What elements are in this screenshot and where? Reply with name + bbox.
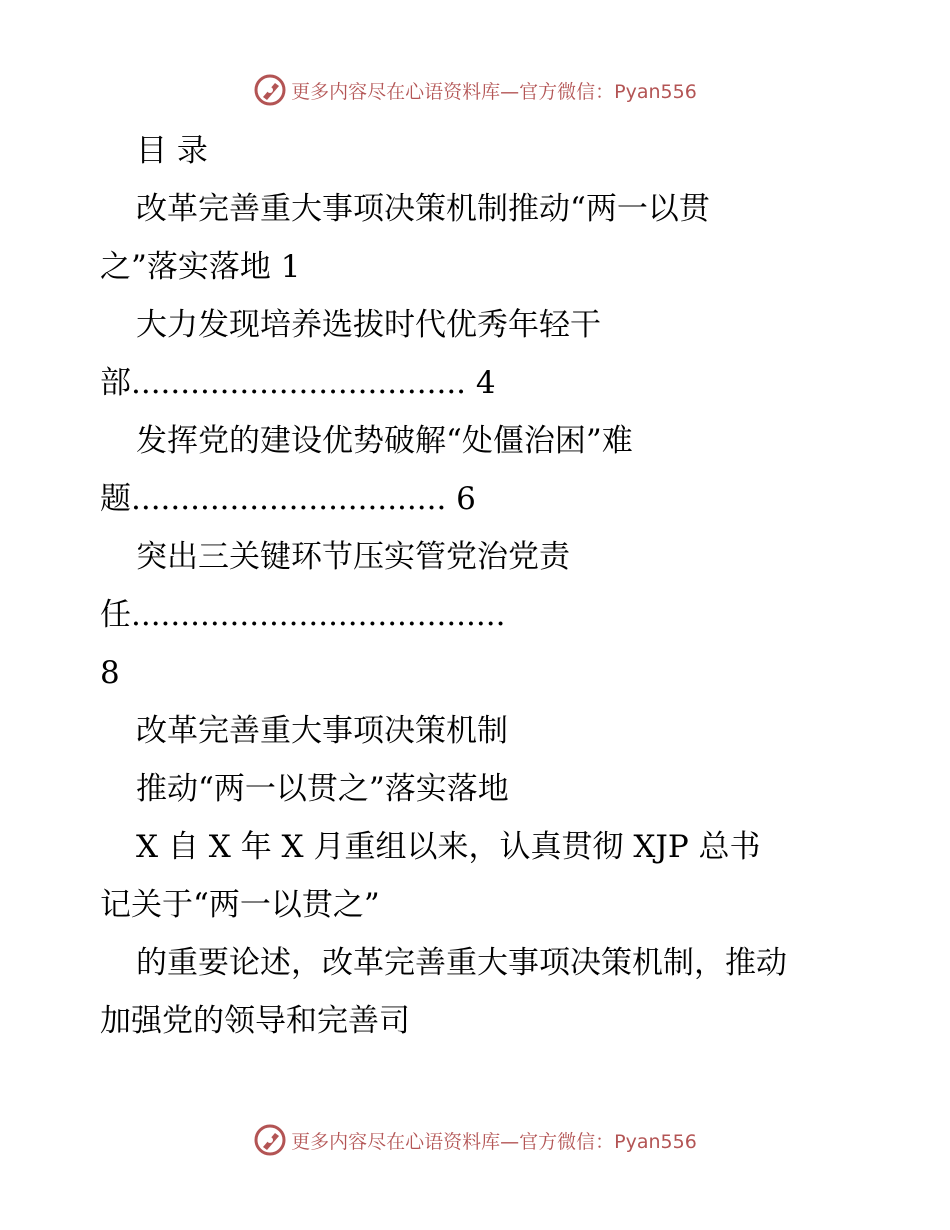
section-title-line-2: 推动“两一以贯之”落实落地 [136, 771, 509, 807]
body-paragraph-1-line-2: 记关于“两一以贯之” [100, 887, 380, 923]
toc-entry-4-line-1: 突出三关键环节压实管党治党责 [136, 539, 570, 575]
toc-entry-1-line-1: 改革完善重大事项决策机制推动“两一以贯 [136, 191, 710, 227]
toc-entry-2-line-2: 部.................................. 4 [100, 365, 496, 401]
watermark-text: 更多内容尽在心语资料库—官方微信：Pyan556 [291, 80, 697, 103]
pen-logo-icon [253, 73, 287, 107]
watermark-text: 更多内容尽在心语资料库—官方微信：Pyan556 [291, 1130, 697, 1153]
pen-logo-icon [253, 1123, 287, 1157]
section-title-line-1: 改革完善重大事项决策机制 [136, 713, 508, 749]
toc-entry-4-line-2: 任...................................... [100, 597, 506, 633]
body-paragraph-2-line-2: 加强党的领导和完善司 [100, 1003, 410, 1039]
toc-entry-4-page: 8 [100, 655, 120, 691]
body-paragraph-1-line-1: X 自 X 年 X 月重组以来，认真贯彻 XJP 总书 [136, 829, 761, 865]
document-body [100, 122, 860, 1050]
toc-title: 目 录 [136, 133, 208, 169]
toc-entry-1-line-2: 之”落实落地 1 [100, 249, 301, 285]
toc-entry-2-line-1: 大力发现培养选拔时代优秀年轻干 [136, 307, 601, 343]
footer-watermark [0, 1120, 950, 1160]
header-watermark [0, 70, 950, 110]
toc-entry-3-line-2: 题................................ 6 [100, 481, 476, 517]
body-paragraph-2-line-1: 的重要论述，改革完善重大事项决策机制，推动 [136, 945, 787, 981]
toc-entry-3-line-1: 发挥党的建设优势破解“处僵治困”难 [136, 423, 633, 459]
